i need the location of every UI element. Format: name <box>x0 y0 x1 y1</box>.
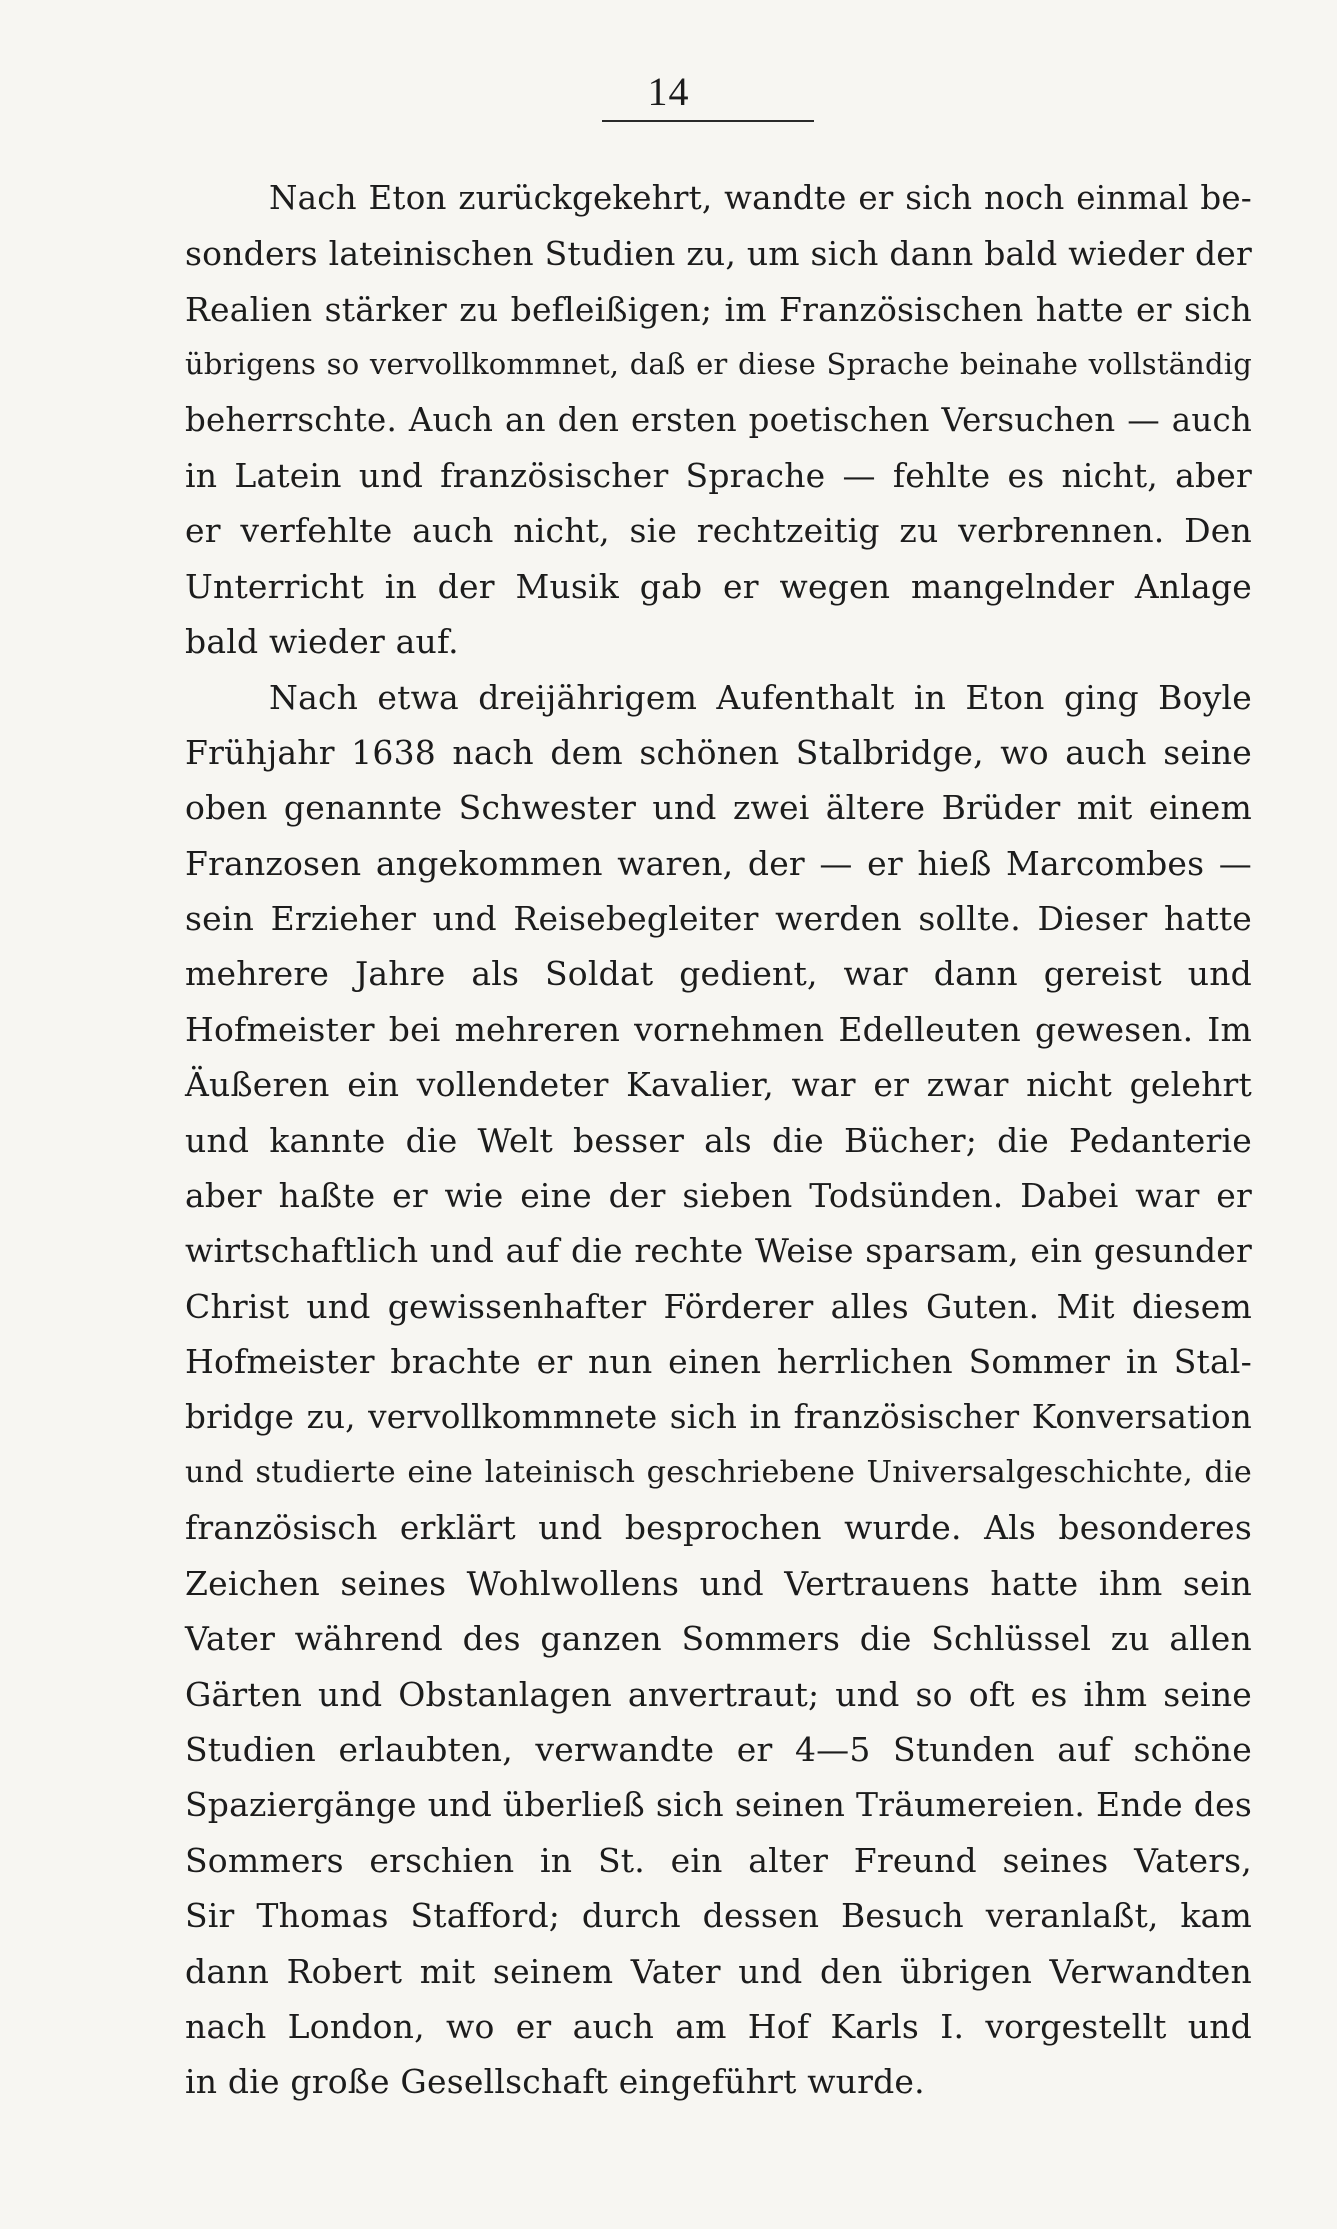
paragraph <box>185 670 1252 2110</box>
text-line: bridge zu, vervollkommnete sich in französischer Konversation <box>185 1397 1252 1436</box>
text-line: Hofmeister bei mehreren vornehmen Edelleuten gewesen. Im <box>185 1009 1252 1049</box>
text-line: nach London, wo er auch am Hof Karls I. vorgestellt und <box>185 2006 1252 2046</box>
text-line: Vater während des ganzen Sommers die Schlüssel zu allen <box>185 1619 1252 1659</box>
text-line: oben genannte Schwester und zwei ältere Brüder mit einem <box>185 788 1252 828</box>
text-line: wirtschaftlich und auf die rechte Weise sparsam, ein gesunder <box>185 1231 1252 1271</box>
text-line: Äußeren ein vollendeter Kavalier, war er zwar nicht gelehrt <box>185 1065 1252 1105</box>
text-line: Gärten und Obstanlagen anvertraut; und so oft es ihm seine <box>185 1674 1252 1714</box>
text-line: mehrere Jahre als Soldat gedient, war dann gereist und <box>185 954 1252 994</box>
text-line: französisch erklärt und besprochen wurde. Als besonderes <box>185 1508 1252 1548</box>
text-line: Studien erlaubten, verwandte er 4—5 Stunden auf schöne <box>185 1729 1252 1769</box>
text-line: sonders lateinischen Studien zu, um sich dann bald wieder der <box>185 234 1252 274</box>
text-line: Zeichen seines Wohlwollens und Vertrauens hatte ihm sein <box>185 1563 1252 1603</box>
text-line: er verfehlte auch nicht, sie rechtzeitig zu verbrennen. Den <box>185 511 1252 551</box>
text-line: übrigens so vervollkommnet, daß er diese Sprache beinahe vollständig <box>185 347 1252 382</box>
text-line: sein Erzieher und Reisebegleiter werden sollte. Dieser hatte <box>185 899 1252 939</box>
text-line: in die große Gesellschaft eingeführt wurde. <box>185 2062 925 2102</box>
text-line: Nach Eton zurückgekehrt, wandte er sich noch einmal be- <box>269 179 1252 217</box>
text-line: Frühjahr 1638 nach dem schönen Stalbridge, wo auch seine <box>185 732 1252 772</box>
text-line: dann Robert mit seinem Vater und den übrigen Verwandten <box>185 1951 1252 1991</box>
text-line: Christ und gewissenhafter Förderer alles Guten. Mit diesem <box>185 1286 1252 1326</box>
text-line: Hofmeister brachte er nun einen herrlichen Sommer in Stal- <box>185 1342 1252 1382</box>
text-line: aber haßte er wie eine der sieben Todsünden. Dabei war er <box>185 1176 1252 1216</box>
text-line: beherrschte. Auch an den ersten poetischen Versuchen — auch <box>185 400 1252 439</box>
text-line: Realien stärker zu befleißigen; im Französischen hatte er sich <box>185 289 1252 329</box>
body-text <box>185 171 1252 2110</box>
text-line: in Latein und französischer Sprache — fehlte es nicht, aber <box>185 455 1252 495</box>
text-line: Franzosen angekommen waren, der — er hieß Marcombes — <box>185 843 1252 883</box>
header-rule <box>602 120 814 122</box>
text-line: und studierte eine lateinisch geschriebene Universalgeschichte, die <box>185 1454 1252 1490</box>
text-line: Unterricht in der Musik gab er wegen mangelnder Anlage <box>185 566 1252 606</box>
text-line: bald wieder auf. <box>185 622 459 662</box>
text-line: Sommers erschien in St. ein alter Freund seines Vaters, <box>185 1840 1252 1880</box>
text-line: und kannte die Welt besser als die Bücher; die Pedanterie <box>185 1120 1252 1160</box>
page-number: 14 <box>647 69 690 114</box>
paragraph <box>185 171 1252 670</box>
text-line: Spaziergänge und überließ sich seinen Träumereien. Ende des <box>185 1785 1252 1825</box>
text-line: Nach etwa dreijährigem Aufenthalt in Eton ging Boyle <box>269 677 1252 717</box>
text-line: Sir Thomas Stafford; durch dessen Besuch veranlaßt, kam <box>185 1896 1252 1936</box>
